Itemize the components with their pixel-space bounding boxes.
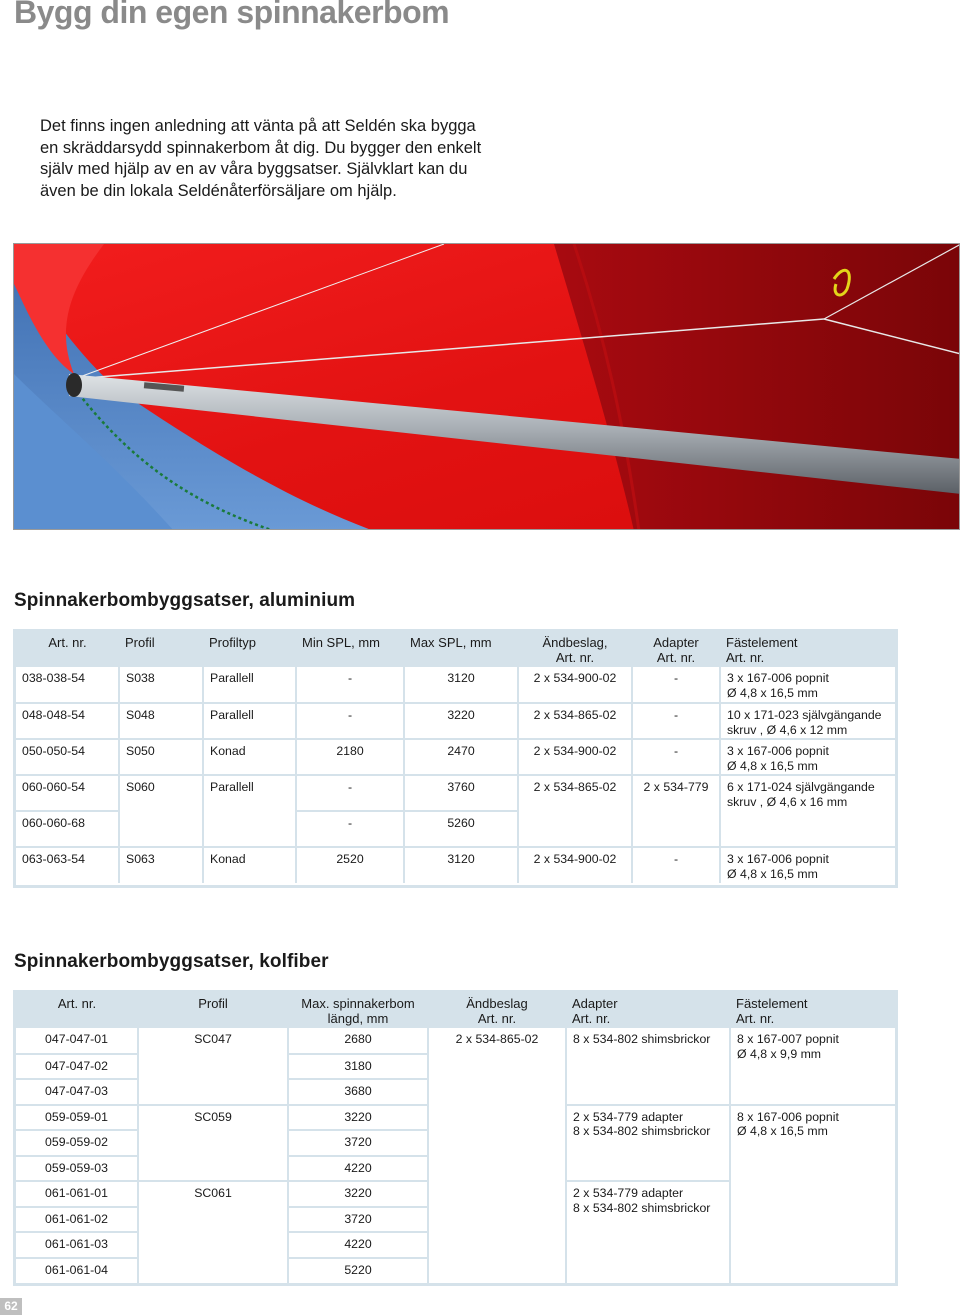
cell-art-nr: 061-061-04: [16, 1258, 138, 1284]
header-line: Art. nr.: [555, 650, 595, 665]
header-line: Fästelement: [726, 635, 798, 650]
cell-min-spl: -: [296, 703, 404, 739]
cell-fastelement: [730, 1028, 895, 1105]
cell-andbeslag: 2 x 534-900-02: [518, 847, 632, 883]
header-line: Fästelement: [736, 996, 808, 1011]
table-row: [16, 1028, 895, 1054]
cell-max-spl: 3220: [404, 703, 518, 739]
cell-adapter: -: [632, 703, 720, 739]
cell-length: 3220: [288, 1105, 428, 1131]
table-row: [16, 739, 895, 775]
cell-length: 3720: [288, 1207, 428, 1233]
cell-line: 8 x 534-802 shimsbrickor: [573, 1124, 711, 1138]
cell-adapter: [566, 1181, 730, 1283]
table-header-row: [16, 993, 895, 1028]
cell-line: Ø 4,8 x 9,9 mm: [737, 1046, 822, 1061]
cell-line: Ø 4,8 x 16,5 mm: [727, 685, 818, 700]
cell-fastelement: [720, 739, 895, 775]
cell-profil: S050: [119, 739, 203, 775]
col-art-nr: Art. nr.: [16, 993, 138, 1028]
page-title: Bygg din egen spinnakerbom: [14, 0, 450, 30]
cell-min-spl: -: [296, 811, 404, 847]
spinnaker-photo-illustration: [14, 244, 960, 530]
cell-length: 3180: [288, 1054, 428, 1080]
kolfiber-table: [16, 993, 895, 1283]
cell-min-spl: 2520: [296, 847, 404, 883]
col-max-spl: Max SPL, mm: [404, 632, 518, 667]
cell-max-spl: 3760: [404, 775, 518, 811]
col-max-langd: [288, 993, 428, 1028]
cell-profil: S048: [119, 703, 203, 739]
cell-fastelement: [730, 1105, 895, 1284]
cell-andbeslag: 2 x 534-865-02: [518, 703, 632, 739]
cell-adapter: -: [632, 739, 720, 775]
cell-andbeslag: 2 x 534-900-02: [518, 739, 632, 775]
header-line: Art. nr.: [736, 1011, 775, 1026]
cell-art-nr: 050-050-54: [16, 739, 119, 775]
cell-length: 3680: [288, 1079, 428, 1105]
cell-line: 8 x 167-007 popnit: [737, 1032, 839, 1046]
cell-length: 2680: [288, 1028, 428, 1054]
cell-line: Ø 4,8 x 16,5 mm: [727, 758, 818, 773]
cell-art-nr: 047-047-03: [16, 1079, 138, 1105]
cell-line: skruv , Ø 4,6 x 12 mm: [727, 722, 848, 737]
header-line: Adapter: [653, 635, 699, 650]
cell-max-spl: 2470: [404, 739, 518, 775]
table-row: [16, 847, 895, 883]
cell-line: 6 x 171-024 självgängande: [727, 780, 875, 794]
cell-length: 4220: [288, 1156, 428, 1182]
cell-length: 4220: [288, 1232, 428, 1258]
table-row: [16, 667, 895, 703]
header-line: Art. nr.: [656, 650, 696, 665]
cell-min-spl: 2180: [296, 739, 404, 775]
cell-profil: SC061: [138, 1181, 288, 1283]
table-row: [16, 703, 895, 739]
col-profiltyp: Profiltyp: [203, 632, 296, 667]
cell-andbeslag: 2 x 534-865-02: [428, 1028, 566, 1283]
spinnaker-pole-photo: [13, 243, 960, 530]
cell-art-nr: 059-059-01: [16, 1105, 138, 1131]
cell-profiltyp: Konad: [203, 739, 296, 775]
header-line: Ändbeslag,: [542, 635, 608, 650]
cell-line: 2 x 534-779 adapter: [573, 1109, 684, 1124]
col-andbeslag: [428, 993, 566, 1028]
col-andbeslag: [518, 632, 632, 667]
cell-andbeslag: 2 x 534-865-02: [518, 775, 632, 847]
cell-min-spl: -: [296, 775, 404, 811]
cell-andbeslag: 2 x 534-900-02: [518, 667, 632, 703]
cell-fastelement: [720, 775, 895, 847]
cell-profil: S038: [119, 667, 203, 703]
cell-profiltyp: Konad: [203, 847, 296, 883]
intro-paragraph: [40, 116, 480, 202]
cell-art-nr: 048-048-54: [16, 703, 119, 739]
header-line: Max. spinnakerbom: [301, 996, 415, 1011]
header-line: Art. nr.: [477, 1011, 517, 1026]
table-header-row: [16, 632, 895, 667]
cell-profiltyp: Parallell: [203, 667, 296, 703]
cell-art-nr: 047-047-01: [45, 1032, 108, 1046]
cell-art-nr: 038-038-54: [22, 671, 85, 685]
cell-art-nr: 061-061-01: [16, 1181, 138, 1207]
cell-profiltyp: Parallell: [203, 703, 296, 739]
cell-max-spl: 3120: [404, 667, 518, 703]
cell-profil: SC059: [138, 1105, 288, 1182]
col-fastelement: [730, 993, 895, 1028]
cell-art-nr: 063-063-54: [16, 847, 119, 883]
cell-length: 3220: [288, 1181, 428, 1207]
cell-adapter: -: [632, 667, 720, 703]
cell-art-nr: 061-061-02: [16, 1207, 138, 1233]
col-profil: Profil: [138, 993, 288, 1028]
cell-adapter: -: [632, 847, 720, 883]
cell-profiltyp: Parallell: [203, 775, 296, 847]
cell-line: skruv , Ø 4,6 x 16 mm: [727, 794, 848, 809]
col-adapter: [566, 993, 730, 1028]
col-fastelement: [720, 632, 895, 667]
cell-art-nr: 060-060-54: [16, 775, 119, 811]
cell-adapter: [566, 1028, 730, 1105]
cell-line: 8 x 534-802 shimsbrickor: [573, 1032, 711, 1046]
intro-line: Det finns ingen anledning att vänta på att Seldén ska bygga: [40, 117, 476, 135]
cell-profil: SC047: [138, 1028, 288, 1105]
header-line: Ändbeslag: [466, 996, 528, 1011]
cell-min-spl: -: [296, 667, 404, 703]
cell-adapter: 2 x 534-779: [632, 775, 720, 847]
cell-profil: S063: [119, 847, 203, 883]
cell-profil: S060: [119, 775, 203, 847]
cell-art-nr: 059-059-02: [16, 1130, 138, 1156]
col-profil: Profil: [119, 632, 203, 667]
cell-line: 8 x 534-802 shimsbrickor: [573, 1200, 711, 1215]
cell-line: 10 x 171-023 självgängande: [727, 708, 882, 722]
cell-line: 3 x 167-006 popnit: [727, 744, 829, 758]
cell-fastelement: [720, 847, 895, 883]
cell-art-nr: 047-047-02: [16, 1054, 138, 1080]
table-row: [16, 775, 895, 811]
cell-art-nr: 061-061-03: [16, 1232, 138, 1258]
header-line: Adapter: [572, 996, 618, 1011]
col-art-nr: Art. nr.: [16, 632, 119, 667]
intro-line: även be din lokala Seldénåterförsäljare om hjälp.: [40, 181, 397, 200]
cell-line: 2 x 534-779 adapter: [573, 1186, 684, 1200]
cell-fastelement: [720, 667, 895, 703]
cell-line: Ø 4,8 x 16,5 mm: [737, 1124, 828, 1138]
cell-max-spl: 3120: [404, 847, 518, 883]
col-adapter: [632, 632, 720, 667]
header-line: längd, mm: [327, 1011, 389, 1026]
cell-length: 3720: [288, 1130, 428, 1156]
cell-line: 3 x 167-006 popnit: [727, 671, 829, 685]
intro-line: en skräddarsydd spinnakerbom åt dig. Du bygger den enkelt: [40, 138, 482, 157]
cell-adapter: [566, 1105, 730, 1182]
cell-length: 5220: [288, 1258, 428, 1284]
aluminium-section-title: Spinnakerbombyggsatser, aluminium: [14, 590, 356, 611]
cell-fastelement: [720, 703, 895, 739]
cell-line: 8 x 167-006 popnit: [737, 1109, 839, 1124]
cell-art-nr: 059-059-03: [16, 1156, 138, 1182]
aluminium-table: [16, 632, 895, 883]
cell-line: Ø 4,8 x 16,5 mm: [727, 866, 818, 881]
page-number: 62: [0, 1298, 22, 1315]
cell-max-spl: 5260: [404, 811, 518, 847]
header-line: Art. nr.: [726, 650, 765, 665]
header-line: Art. nr.: [572, 1011, 611, 1026]
col-min-spl: Min SPL, mm: [296, 632, 404, 667]
kolfiber-section-title: Spinnakerbombyggsatser, kolfiber: [14, 951, 329, 972]
cell-art-nr: 060-060-68: [16, 811, 119, 847]
cell-line: 3 x 167-006 popnit: [727, 852, 829, 866]
intro-line: själv med hjälp av en av våra byggsatser. Självklart kan du: [40, 160, 468, 178]
